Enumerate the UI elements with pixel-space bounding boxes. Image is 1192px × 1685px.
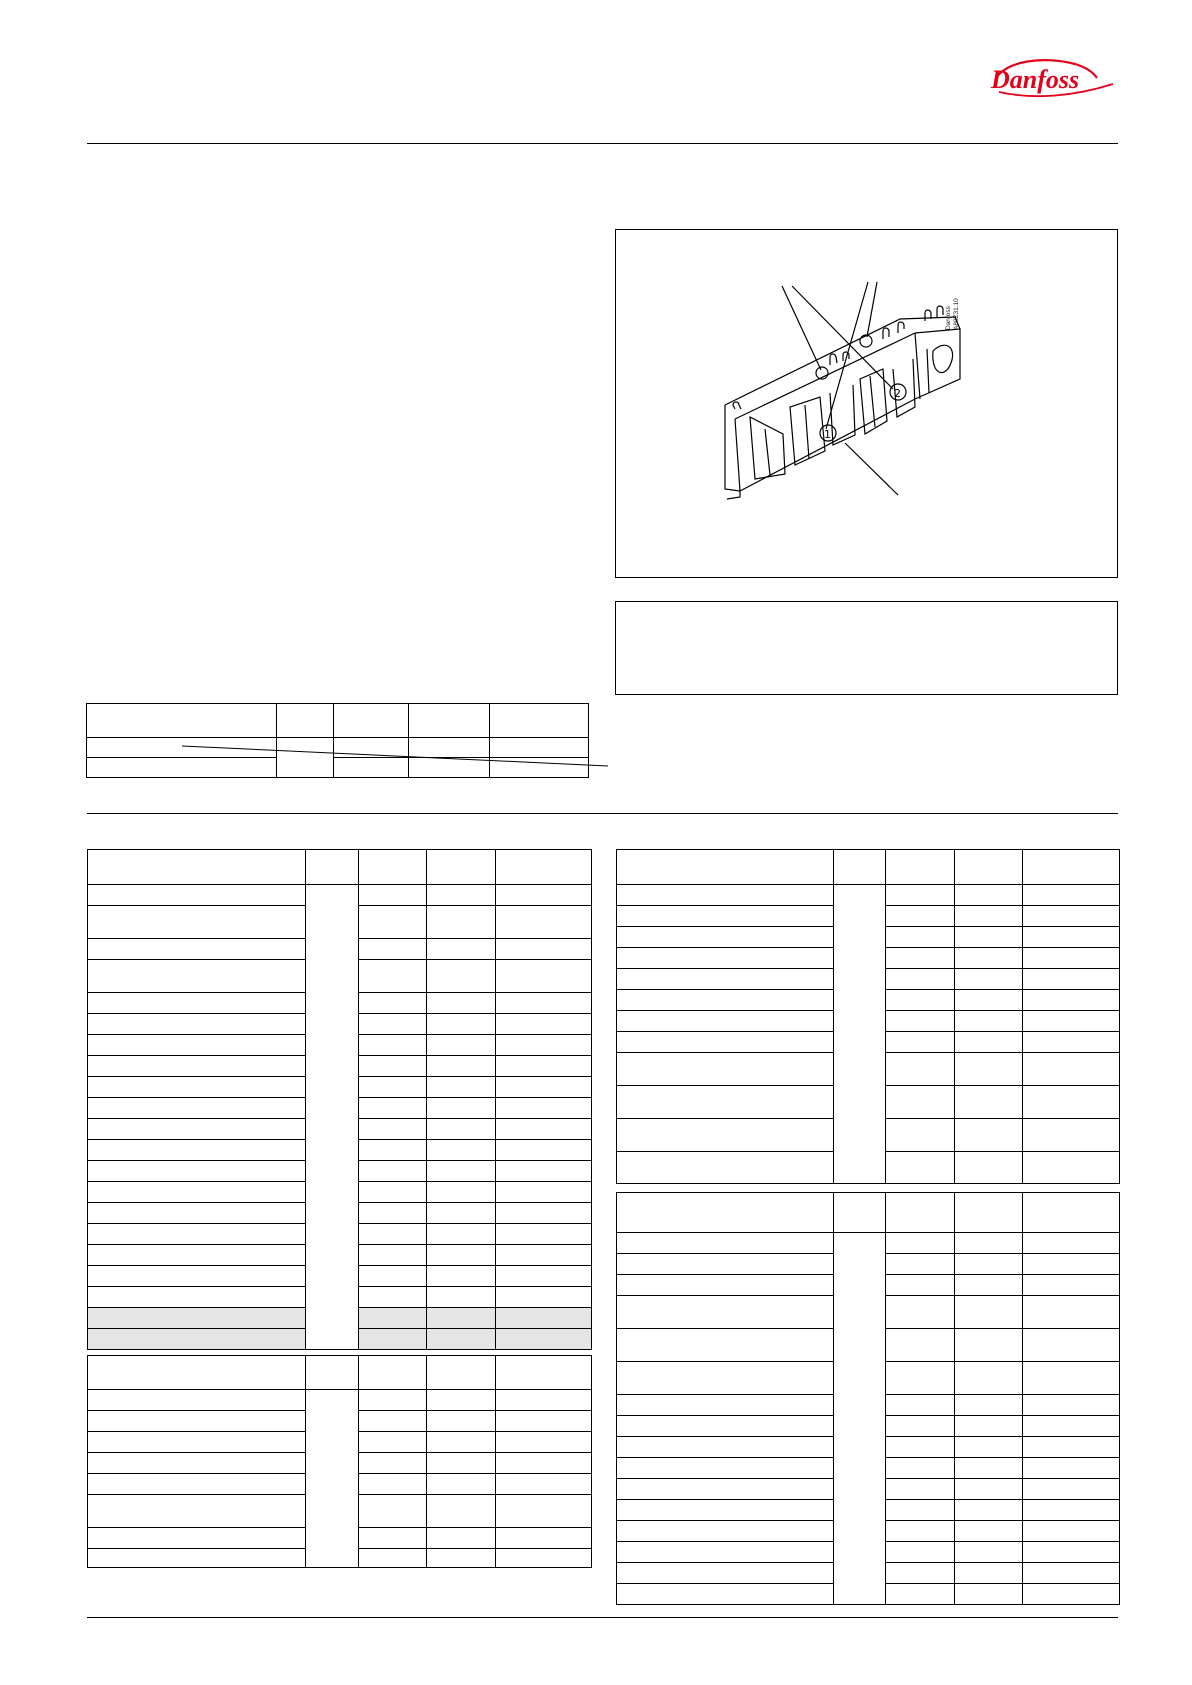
drawing-code [945,278,985,338]
section-rule [87,813,1118,814]
table-leader-line [180,744,610,768]
danfoss-logo [985,50,1120,102]
drawing-code-line1: Danfoss [945,306,952,330]
spec-table-right-upper [616,849,1120,1184]
spec-table-left-main [87,849,592,1350]
note-box [615,601,1118,695]
header-rule [87,143,1118,144]
callout-1: 1 [824,428,831,441]
drawing-code-line2: A80Z31.10 [953,298,960,330]
svg-text:Danfoss: Danfoss [991,65,1080,94]
footer-rule [87,1617,1118,1618]
spec-table-left-lower [87,1355,592,1568]
device-drawing [615,229,1118,578]
spec-table-right-lower [616,1192,1120,1605]
callout-2: 2 [894,387,901,400]
